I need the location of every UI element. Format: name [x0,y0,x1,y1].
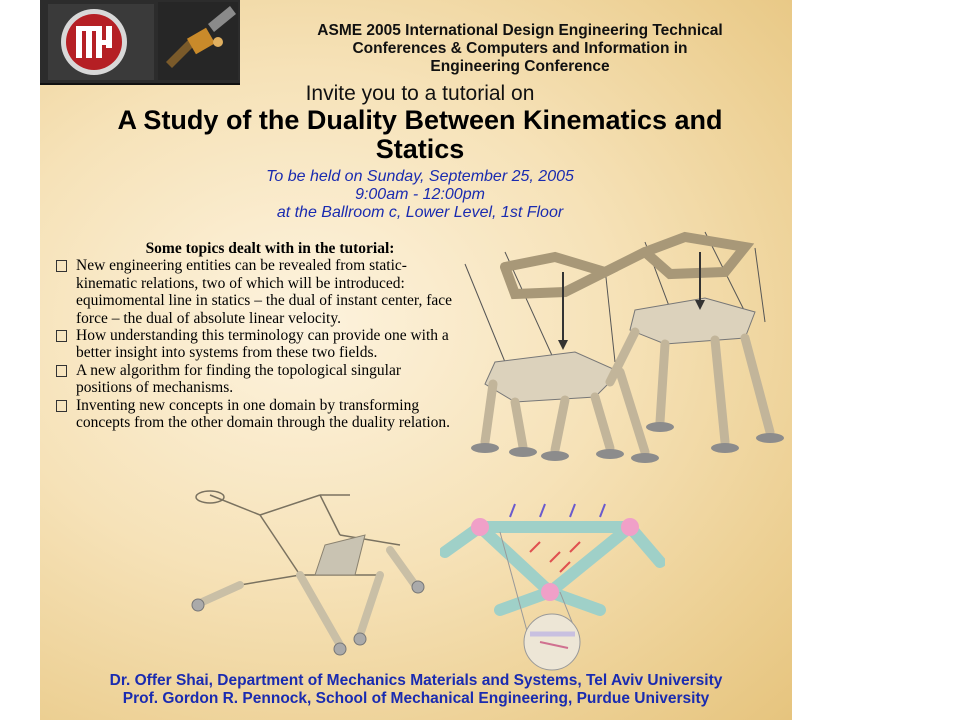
checkbox-bullet-icon [56,400,67,412]
conference-line: Engineering Conference [430,58,610,75]
checkbox-bullet-icon [56,260,67,272]
topic-text: Inventing new concepts in one domain by transforming concepts from the other domain through the duality relation. [76,396,451,432]
topics-heading: Some topics dealt with in the tutorial: [145,240,395,257]
invite-text: Invite you to a tutorial on [305,82,535,105]
schedule-line: at the Ballroom c, Lower Level, 1st Floor [276,204,564,221]
topic-item [40,362,460,397]
logo-block [40,0,240,85]
tutorial-title [60,106,780,164]
checkbox-bullet-icon [56,330,67,342]
society-emblem-icon [48,4,154,80]
schedule-line: 9:00am - 12:00pm [355,186,485,203]
topic-text: How understanding this terminology can provide one with a better insight into systems from these two fields. [76,327,449,362]
conference-line: Conferences & Computers and Information in [352,40,688,57]
topic-text: A new algorithm for finding the topological singular positions of mechanisms. [76,361,402,397]
conference-title [250,22,790,76]
topics-list [40,257,460,431]
author-line: Prof. Gordon R. Pennock, School of Mechanical Engineering, Purdue University [122,690,710,707]
schedule-line: To be held on Sunday, September 25, 2005 [266,168,574,185]
linkage-mechanism-figure [150,475,430,665]
authors-block [40,672,792,708]
topics-section [40,240,460,431]
parallel-platform-figure [445,212,790,480]
checkbox-bullet-icon [56,365,67,377]
topic-item [40,327,460,362]
truss-force-diagram [440,492,665,672]
topic-item [40,257,460,327]
topic-item [40,397,460,432]
title-line: Statics [375,134,465,164]
poster [40,0,792,720]
topic-text: New engineering entities can be revealed from static-kinematic relations, two of which will be introduced: equimomental line in statics – the dual of instant center, face force – the dual of absolute linear velocity. [76,257,452,327]
author-line: Dr. Offer Shai, Department of Mechanics Materials and Systems, Tel Aviv University [109,672,723,689]
conference-line: ASME 2005 International Design Engineering Technical [317,22,723,39]
satellite-icon [158,2,238,80]
title-line: A Study of the Duality Between Kinematics and [117,105,723,135]
